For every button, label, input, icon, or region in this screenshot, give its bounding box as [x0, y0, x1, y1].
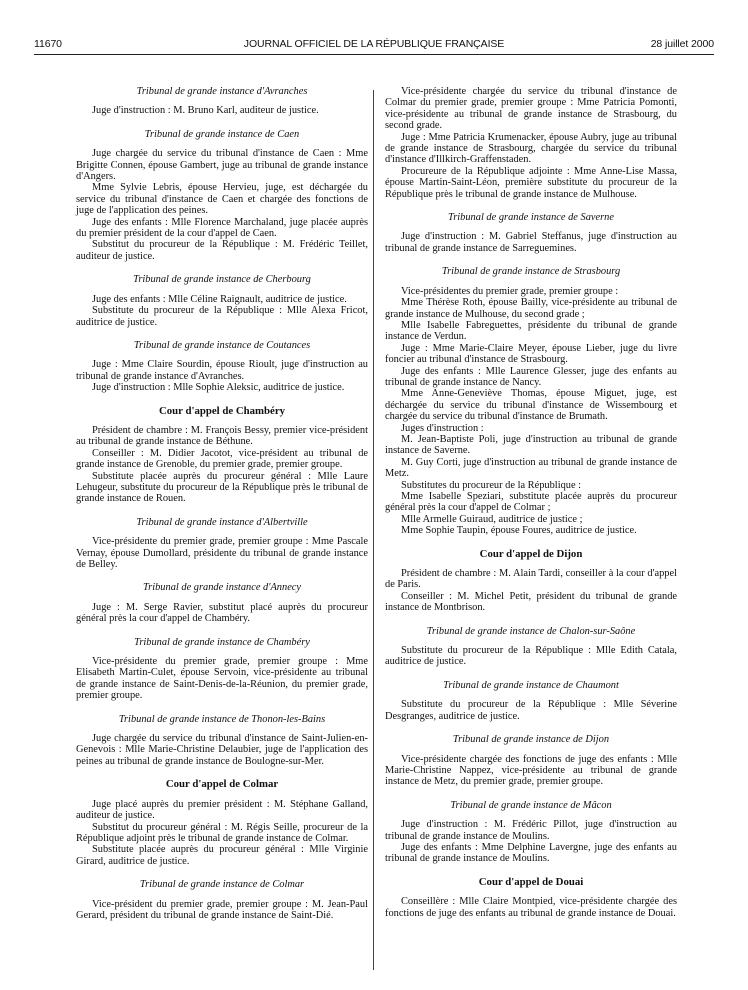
- tribunal-heading: Tribunal de grande instance d'Albertville: [136, 516, 308, 528]
- right-column: [385, 86, 677, 931]
- appointment-paragraph: Vice-présidente du premier grade, premier groupe : Mme Elisabeth Martin-Culet, épouse Servoin, vice-présidente au tribunal de grande instance de Saint-Denis-de-la-Réunion, du premier grade, premier groupe.: [76, 656, 368, 702]
- appointment-paragraph: Substitute placée auprès du procureur général : Mlle Laure Lehugeur, substitute du procureur de la République près le tribunal de grande instance de Rouen.: [76, 470, 368, 505]
- appointment-paragraph: M. Guy Corti, juge d'instruction au tribunal de grande instance de Metz.: [385, 456, 677, 480]
- appointment-paragraph: Conseillère : Mlle Claire Montpied, vice-présidente chargée des fonctions de juge des enfants au tribunal de grande instance de Douai.: [385, 896, 677, 919]
- appointment-paragraph: Juge des enfants : Mlle Florence Marchaland, juge placée auprès du premier président de la cour d'appel de Caen.: [76, 216, 368, 240]
- section: [76, 86, 368, 117]
- tribunal-heading: Tribunal de grande instance de Dijon: [452, 734, 610, 746]
- section: [76, 637, 368, 702]
- court-heading: Cour d'appel de Douai: [478, 875, 584, 888]
- section: [385, 626, 677, 668]
- appointment-paragraph: Juge d'instruction : Mlle Sophie Aleksic, auditrice de justice.: [92, 382, 345, 394]
- appointment-paragraph: Juge d'instruction : M. Bruno Karl, auditeur de justice.: [92, 105, 319, 117]
- appointment-paragraph: Vice-présidente chargée du service du tribunal d'instance de Colmar du premier grade, premier groupe : Mme Patricia Pomonti, vice-présidente au tribunal de grande instance de Strasbourg, du second grade.: [385, 86, 677, 132]
- tribunal-heading: Tribunal de grande instance de Chaumont: [443, 679, 619, 691]
- section: [385, 734, 677, 788]
- section: [76, 129, 368, 262]
- tribunal-heading: Tribunal de grande instance de Saverne: [448, 212, 614, 224]
- tribunal-heading: Tribunal de grande instance de Thonon-les-Bains: [118, 713, 326, 725]
- page-header: [34, 38, 714, 52]
- appointment-paragraph: Vice-présidente du premier grade, premier groupe : Mme Pascale Vernay, épouse Dumollard, présidente du tribunal de grande instance de Belley.: [76, 536, 368, 570]
- appointment-paragraph: Mme Sophie Taupin, épouse Foures, auditrice de justice.: [401, 525, 637, 537]
- tribunal-heading: Tribunal de grande instance de Mâcon: [450, 799, 612, 811]
- section: [385, 680, 677, 722]
- tribunal-heading: Tribunal de grande instance de Chalon-sur-Saône: [426, 625, 636, 637]
- section: [76, 779, 368, 867]
- section: [385, 877, 677, 919]
- appointment-paragraph: Juge d'instruction : M. Frédéric Pillot, juge d'instruction au tribunal de grande instance de Moulins.: [385, 819, 677, 842]
- appointment-paragraph: Substitute du procureur de la République : Mlle Edith Catala, auditrice de justice.: [385, 645, 677, 668]
- section: [76, 406, 368, 505]
- court-heading: Cour d'appel de Dijon: [479, 547, 583, 560]
- court-heading: Cour d'appel de Chambéry: [158, 404, 286, 417]
- appointment-paragraph: Juge placé auprès du premier président : M. Stéphane Galland, auditeur de justice.: [76, 798, 368, 822]
- appointment-paragraph: Juge des enfants : Mme Delphine Lavergne, juge des enfants au tribunal de grande instance de Moulins.: [385, 841, 677, 865]
- tribunal-heading: Tribunal de grande instance de Colmar: [139, 879, 305, 891]
- tribunal-heading: Tribunal de grande instance de Strasbourg: [441, 266, 621, 278]
- appointment-paragraph: Substitute placée auprès du procureur général : Mlle Virginie Girard, auditrice de justice.: [76, 844, 368, 867]
- tribunal-heading: Tribunal de grande instance d'Annecy: [142, 582, 302, 594]
- appointment-paragraph: Substitut du procureur général : M. Régis Seille, procureur de la République adjoint près le tribunal de grande instance de Colmar.: [76, 821, 368, 844]
- appointment-paragraph: Juge des enfants : Mlle Laurence Glesser, juge des enfants au tribunal de grande instance de Nancy.: [385, 365, 677, 388]
- appointment-paragraph: Juge d'instruction : M. Gabriel Steffanus, juge d'instruction au tribunal de grande instance de Sarreguemines.: [385, 231, 677, 254]
- section: [76, 879, 368, 921]
- section: [385, 212, 677, 254]
- appointment-paragraph: Juge : Mme Claire Sourdin, épouse Rioult, juge d'instruction au tribunal de grande instance d'Avranches.: [76, 359, 368, 382]
- section: [76, 340, 368, 394]
- appointment-paragraph: Mme Isabelle Speziari, substitute placée auprès du procureur général près la cour d'appel de Colmar ;: [385, 491, 677, 514]
- appointment-paragraph: Mme Thérèse Roth, épouse Bailly, vice-présidente au tribunal de grande instance de Mulhouse, du second grade ;: [385, 297, 677, 320]
- column-divider: [373, 90, 374, 970]
- appointment-paragraph: Juge chargée du service du tribunal d'instance de Caen : Mme Brigitte Connen, épouse Gambert, juge au tribunal de grande instance d'Angers.: [76, 148, 368, 183]
- issue-date: 28 juillet 2000: [650, 38, 714, 50]
- appointment-paragraph: Juge : M. Serge Ravier, substitut placé auprès du procureur général près la cour d'appel de Chambéry.: [76, 601, 368, 625]
- appointment-paragraph: Procureure de la République adjointe : Mme Anne-Lise Massa, épouse Martin-Saint-Léon, première substitute du procureur de la République près le tribunal de grande instance de Mulhouse.: [385, 165, 677, 200]
- section: [76, 274, 368, 328]
- appointment-paragraph: Conseiller : M. Michel Petit, président du tribunal de grande instance de Montbrison.: [385, 590, 677, 614]
- appointment-paragraph: Juge chargée du service du tribunal d'instance de Saint-Julien-en-Genevois : Mlle Marie-Christine Delaubier, juge de l'application des peines au tribunal de grande instance de Boulogne-sur-Mer.: [76, 733, 368, 767]
- tribunal-heading: Tribunal de grande instance de Chambéry: [134, 636, 310, 648]
- court-heading: Cour d'appel de Colmar: [165, 778, 279, 791]
- appointment-paragraph: Mme Anne-Geneviève Thomas, épouse Miguet, juge, est déchargée du service du tribunal d'instance de Wissembourg et chargée du service du tribunal d'instance de Brumath.: [385, 388, 677, 423]
- appointment-paragraph: Juge : Mme Marie-Claire Meyer, épouse Lieber, juge du livre foncier au tribunal d'instance de Strasbourg.: [385, 342, 677, 366]
- appointment-paragraph: Président de chambre : M. François Bessy, premier vice-président au tribunal de grande instance de Béthune.: [76, 424, 368, 448]
- left-column: [76, 86, 368, 933]
- appointment-paragraph: Substitutes du procureur de la République :: [401, 479, 582, 491]
- tribunal-heading: Tribunal de grande instance d'Avranches: [136, 86, 308, 97]
- section: [76, 714, 368, 768]
- appointment-paragraph: Substitute du procureur de la République : Mlle Alexa Fricot, auditrice de justice.: [76, 305, 368, 328]
- appointment-paragraph: Mme Sylvie Lebris, épouse Hervieu, juge, est déchargée du service du tribunal d'instance de Caen et chargée des fonctions de juge de l'application des peines.: [76, 182, 368, 217]
- appointment-paragraph: Juge des enfants : Mlle Céline Raignault, auditrice de justice.: [92, 293, 347, 305]
- appointment-paragraph: M. Jean-Baptiste Poli, juge d'instruction au tribunal de grande instance de Saverne.: [385, 433, 677, 457]
- tribunal-heading: Tribunal de grande instance de Cherbourg: [133, 274, 311, 286]
- journal-title: JOURNAL OFFICIEL DE LA RÉPUBLIQUE FRANÇAISE: [243, 38, 505, 50]
- appointment-paragraph: Conseiller : M. Didier Jacotot, vice-président au tribunal de grande instance de Grenoble, du premier grade, premier groupe.: [76, 447, 368, 471]
- section: [76, 517, 368, 571]
- appointment-paragraph: Juge : Mme Patricia Krumenacker, épouse Aubry, juge au tribunal de grande instance de Strasbourg, chargée du service du tribunal d'instance d'Illkirch-Graffenstaden.: [385, 131, 677, 166]
- appointment-paragraph: Mlle Isabelle Fabreguettes, présidente du tribunal de grande instance de Verdun.: [385, 319, 677, 343]
- header-rule: [34, 54, 714, 55]
- section: [76, 582, 368, 624]
- tribunal-heading: Tribunal de grande instance de Coutances: [133, 339, 311, 351]
- appointment-paragraph: Juges d'instruction :: [401, 422, 484, 434]
- page-number: 11670: [34, 38, 62, 50]
- appointment-paragraph: Vice-présidentes du premier grade, premier groupe :: [401, 285, 619, 297]
- appointment-paragraph: Président de chambre : M. Alain Tardi, conseiller à la cour d'appel de Paris.: [385, 568, 677, 591]
- appointment-paragraph: Substitute du procureur de la République : Mlle Séverine Desgranges, auditrice de justice.: [385, 699, 677, 722]
- appointment-paragraph: Vice-président du premier grade, premier groupe : M. Jean-Paul Gerard, président du tribunal de grande instance de Saint-Dié.: [76, 898, 368, 921]
- tribunal-heading: Tribunal de grande instance de Caen: [144, 128, 300, 140]
- section: [385, 549, 677, 614]
- section: [385, 800, 677, 865]
- appointment-paragraph: Mlle Armelle Guiraud, auditrice de justice ;: [401, 513, 583, 525]
- section: [385, 266, 677, 536]
- section: [385, 86, 677, 200]
- appointment-paragraph: Substitut du procureur de la République : M. Frédéric Teillet, auditeur de justice.: [76, 239, 368, 262]
- appointment-paragraph: Vice-présidente chargée des fonctions de juge des enfants : Mlle Marie-Christine Nappez, vice-présidente au tribunal de grande instance de Metz, du premier grade, premier groupe.: [385, 753, 677, 788]
